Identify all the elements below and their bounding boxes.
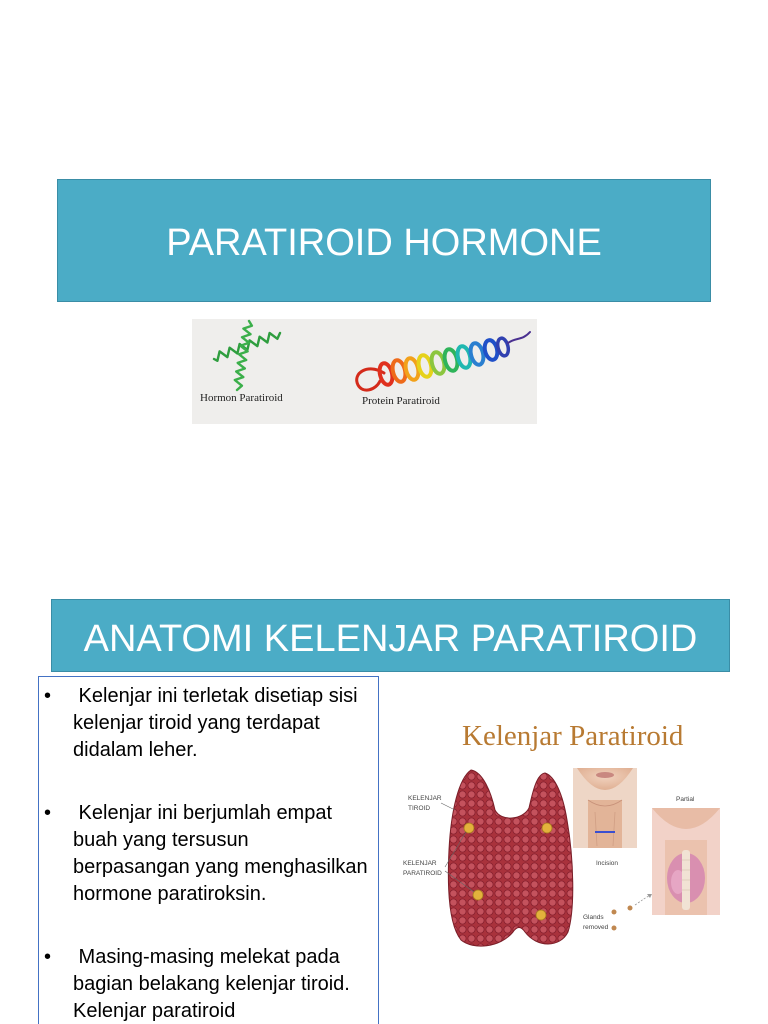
label-partial: Partial: [676, 796, 695, 803]
neck-incision-photo: [573, 768, 637, 848]
leader-line-tiroid: [441, 803, 455, 810]
removed-gland-dot: [612, 910, 617, 915]
bullet-item: [39, 683, 378, 764]
label-tiroid-line2: TIROID: [408, 805, 431, 812]
protein-ribbon-icon: [357, 332, 530, 390]
label-tiroid-line1: KELENJAR: [408, 795, 442, 802]
bullet-symbol: •: [44, 685, 52, 707]
hormone-helix-strand-a: [214, 333, 280, 361]
bullet-text-box: [38, 676, 379, 1024]
bullet-text-line: didalam leher.: [73, 739, 198, 761]
bullet-text-line: Kelenjar paratiroid: [73, 1000, 236, 1022]
bullet-text-line: hormone paratiroksin.: [73, 883, 267, 905]
slide1-title-box: [57, 179, 711, 302]
label-removed-line1: Glands: [583, 914, 604, 921]
bullet-text-line: Kelenjar ini berjumlah empat: [73, 802, 333, 824]
label-paratiroid-line2: PARATIROID: [403, 870, 442, 877]
label-paratiroid-line1: KELENJAR: [403, 860, 437, 867]
bullet-text-line: kelenjar tiroid yang terdapat: [73, 712, 320, 734]
slide1-title: PARATIROID HORMONE: [166, 222, 602, 264]
parathyroid-gland-dot: [473, 890, 483, 900]
bullet-text-line: Masing-masing melekat pada: [73, 946, 340, 968]
parathyroid-gland-dot: [542, 823, 552, 833]
bullet-item: [39, 800, 378, 908]
removed-gland-dot: [612, 926, 617, 931]
bullet-item: [39, 944, 378, 1024]
protein-tail: [508, 332, 530, 343]
bullet-text-line: bagian belakang kelenjar tiroid.: [73, 973, 350, 995]
slide2-title: ANATOMI KELENJAR PARATIROID: [83, 617, 698, 660]
parathyroid-gland-dot: [464, 823, 474, 833]
bullet-text-line: berpasangan yang menghasilkan: [73, 856, 368, 878]
bullet-text-line: buah yang tersusun: [73, 829, 249, 851]
label-incision: Incision: [596, 860, 619, 867]
molecule-figure-svg: [192, 319, 537, 424]
bullet-symbol: •: [44, 946, 52, 968]
parathyroid-anatomy-figure: [395, 700, 730, 960]
bullet-text-line: Kelenjar ini terletak disetiap sisi: [73, 685, 358, 707]
parathyroid-gland-dot: [536, 910, 546, 920]
removed-arrowhead-icon: [647, 894, 652, 898]
incision-mark: [595, 831, 615, 833]
protein-label: Protein Paratiroid: [362, 395, 440, 407]
partial-removal-photo: [652, 808, 720, 915]
label-removed-line2: removed: [583, 924, 609, 931]
slide2-title-box: [51, 599, 730, 672]
parathyroid-molecule-figure: [192, 319, 537, 424]
thyroid-gland-icon: [448, 770, 572, 946]
hormone-label: Hormon Paratiroid: [200, 392, 283, 404]
anatomy-figure-title: Kelenjar Paratiroid: [462, 720, 684, 752]
anatomy-figure-svg: [395, 700, 730, 960]
hormone-helix-icon: [214, 321, 280, 390]
removed-gland-dot: [628, 906, 633, 911]
bullet-symbol: •: [44, 802, 52, 824]
hormone-helix-strand-b: [235, 321, 252, 390]
